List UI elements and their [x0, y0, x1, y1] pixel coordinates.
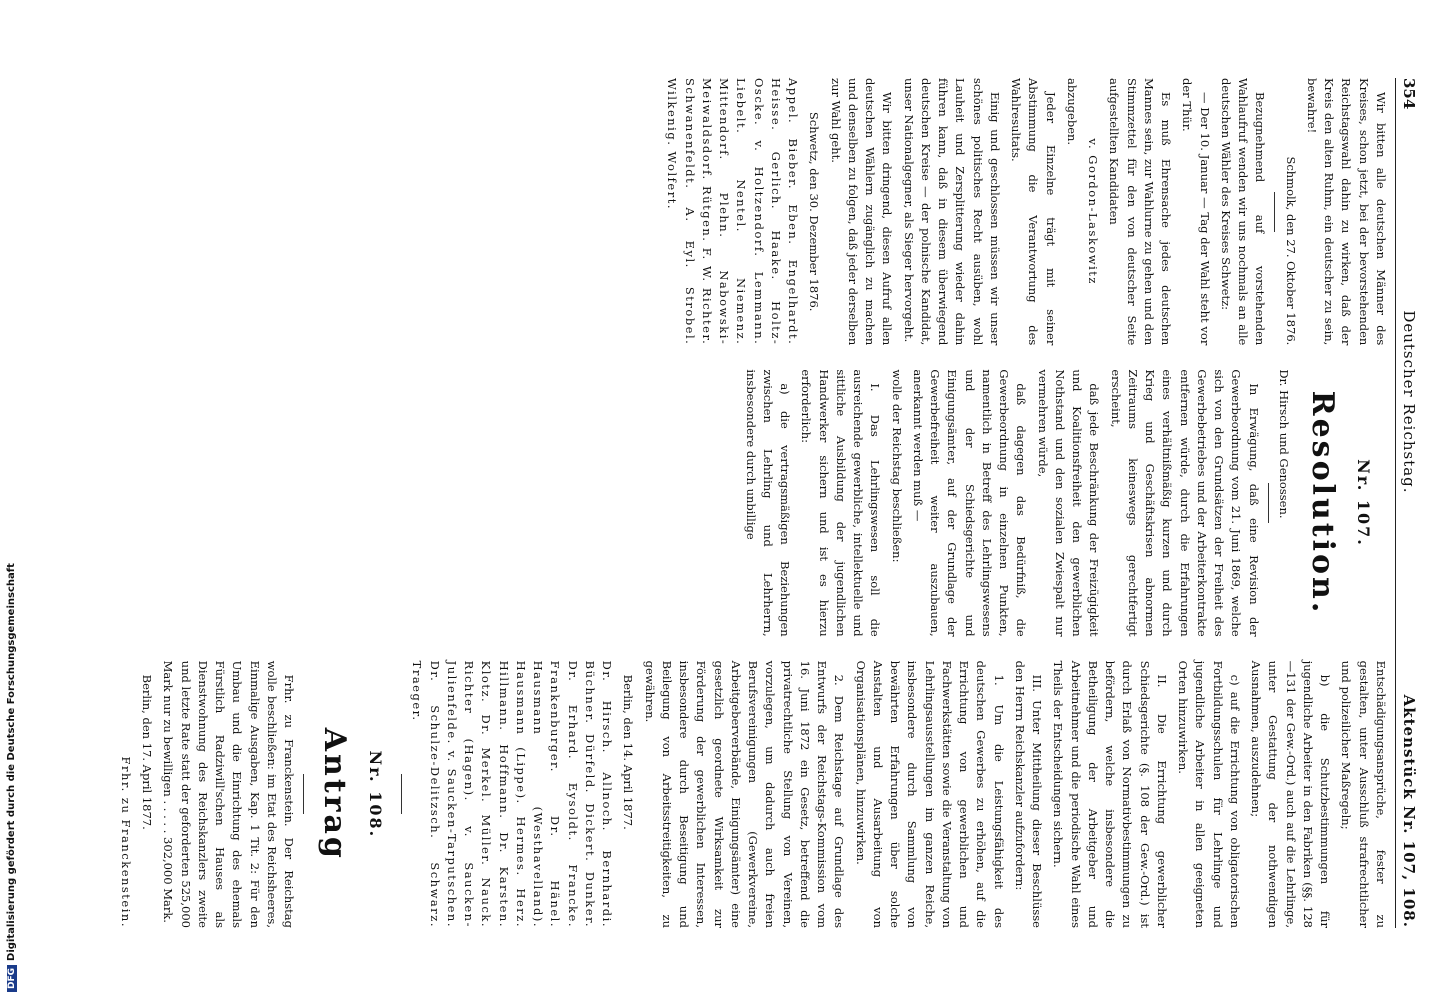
list-item: a) die vertragsmäßigen Beziehungen zwischen Lehrling und Lehrherrn, insbesondere durch unbillige: [743, 369, 793, 637]
credit-text: Digitalisierung gefördert durch die Deutsche Forschungsgemeinschaft: [6, 563, 17, 961]
paragraph: wolle der Reichstag beschließen:: [889, 369, 904, 563]
date-line: Berlin, den 14. April 1877.: [621, 674, 636, 830]
header-title: Deutscher Reichstag.: [1400, 310, 1418, 494]
paragraph: Bezugnehmend auf vorstehenden Wahlaufruf wenden wir uns nochmals an alle deutschen Wähler des Kreises Schwetz:: [1219, 78, 1268, 346]
header-right: Aktenstück Nr. 107, 108.: [1400, 694, 1418, 928]
paragraph: abzugeben.: [1065, 78, 1079, 146]
dfg-logo: DFG: [7, 965, 17, 992]
paragraph: Jeder Einzelne trägt mit seiner Abstimmung die Verantwortung des Wahlresultats.: [1009, 78, 1058, 346]
list-item: b) die Schutzbestimmungen für jugendliche Arbeiter in den Fabriken (§§. 128—131 der Gew.-Ord.) auch auf die Lehrlinge, unter Gestattung der nothwendigen Ausnahmen, auszudehnen;: [1249, 660, 1333, 928]
paragraph: Einig und geschlossen müssen wir unser schönes politisches Recht ausüben, wohl Lauheit und Zersplitterung wieder dahin führen kann, daß in diesem überwiegend deutschen Kreise — der polnische Kandidat, unser Nationalgegner, als Sieger hervorgeht.: [901, 78, 1002, 346]
right-column: [113, 661, 1389, 928]
divider: [1268, 483, 1269, 523]
document-number: Nr. 108.: [366, 750, 386, 839]
list-item: 1. Um die Leistungsfähigkeit des deutschen Gewerbes zu erhöhen, auf die Errichtung von gewerblichen und Fachwerkstätten sowie die Veranstaltung von Lehrlingsausstellungen im ganzen Reiche, insbesondere durch Sammlung von bewährten Erfahrungen über solche Anstalten und Ausarbeitung von Organisationsplänen, hinzuwirken.: [853, 660, 1006, 928]
page-number: 354: [1400, 78, 1418, 110]
list-item: II. Die Errichtung gewerblicher Schiedsgerichte (§. 108 der Gew.-Ord.) ist durch Erlaß von Normativbestimmungen zu befördern, welche insbesondere die Betheiligung der Arbeitgeber und Arbeitnehmer und die periodische Wahl eines Theils der Entscheidungen sichern.: [1051, 660, 1169, 928]
page-header: [1395, 78, 1418, 928]
paragraph: daß dagegen das Bedürfniß, die Gewerbeordnung in einzelnen Punkten, namentlich in Betreff des Lehrlingswesens und der Schiedsgerichte und Einigungsämter, auf der Grundlage der Gewerbefreiheit weiter auszubauen, anerkannt werden muß —: [911, 369, 1029, 637]
paragraph: daß jede Beschränkung der Freizügigkeit und Koalitionsfreiheit den gewerblichen Nothstand und den sozialen Zwiespalt nur vermehren würde,: [1035, 369, 1102, 637]
list-item: c) auf die Errichtung von obligatorischen Fortbildungsschulen für Lehrlinge und jugendliche Arbeiter in allen geeigneten Orten hinzuwirken.: [1176, 660, 1242, 928]
paragraph: Wir bitten dringend, diesen Aufruf allen deutschen Wählern zugänglich zu machen und denselben zu folgen, daß jeder derselben zur Wahl geht.: [828, 78, 895, 346]
middle-column: [113, 369, 1389, 636]
date-line: Schmolk, den 27. Oktober 1876.: [1283, 156, 1298, 346]
paragraph: Wir bitten alle deutschen Männer des Kreises, schon jetzt, bei der bevorstehenden Reichstagswahl dahin zu wirken, daß der Kreis den alten Ruhm, ein deutscher zu sein, bewahre!: [1305, 78, 1388, 346]
list-item: III. Unter Mittheilung dieser Beschlüsse den Herrn Reichskanzler aufzufordern:: [1013, 660, 1045, 928]
date-line: Schwetz, den 30. Dezember 1876.: [807, 111, 822, 312]
signers: Appel. Bieber. Eben. Engelhardt. Heisse. Gerlich. Haake. Holtz-Oscke. v. Holtzendorf. Lemmann. Liebelt. Nentel. Niemenz. Mittendorf. Plehn. Nabowski-Meiwaldsdorf. Rütgen. F. W. Richter. Schwanenfeldt. A. Eyl. Strobel. Wilkenig. Wolfert.: [665, 78, 801, 346]
paragraph: — Der 10. Januar — Tag der Wahl steht vor der Thür.: [1180, 78, 1212, 346]
candidate-name: v. Gordon-Laskowitz: [1086, 138, 1101, 285]
authors: Dr. Hirsch und Genossen.: [1277, 369, 1291, 519]
paragraph: Frhr. zu Franckenstein. Der Reichstag wolle beschließen: im Etat des Reichsheeres, Einmalige Ausgaben, Kap. 1 Tit. 2: Für den Umbau und die Einrichtung des ehemals Fürstlich Radziwill'schen Hauses als Dienstwohnung des Reichskanzlers zweite und letzte Rate statt der geforderten 525,000 Mark nur zu bewilligen . . . . . 302,000 Mark.: [161, 660, 297, 928]
document-title: Resolution.: [1305, 390, 1340, 616]
document-title: Antrag: [317, 727, 353, 861]
sidebar-credit: [6, 563, 17, 992]
paragraph: In Erwägung, daß eine Revision der Gewerbeordnung vom 21. Juni 1869, welche sich von den Grundsätzen der Freiheit des Gewerbebetriebes und der Arbeiterkontrakte entfernen würde, durch die Erfahrungen eines verhältnißmäßig kurzen und durch Krieg und Geschäftskrisen abnormen Zeitraums keineswegs gerechtfertigt erscheint,: [1108, 369, 1261, 637]
divider: [401, 774, 402, 814]
list-item: 2. Dem Reichstage auf Grundlage des Entwurfs der Reichstags-Kommission vom 16. Juni 1872 ein Gesetz, betreffend die privatrechtliche Stellung von Vereinen, vorzulegen, um dadurch auch freien Berufsvereinigungen (Gewerkvereine, Arbeitgeberverbände, Einigungsämter) eine gesetzlich geordnete Wirksamkeit zur Förderung der gewerblichen Interessen, insbesondere durch Beseitigung und Beilegung von Arbeitsstreitigkeiten, zu gewähren.: [642, 660, 847, 928]
signature: Frhr. zu Franckenstein.: [119, 756, 133, 928]
date-line: Berlin, den 17. April 1877.: [140, 674, 155, 830]
document-number: Nr. 107.: [1354, 459, 1373, 547]
signers: Dr. Hirsch. Allnoch. Bernhardi. Büchner. Dürfeld. Dickert. Dunker. Dr. Erhard. Eysoldt. Francke. Frankenburger. Dr. Hänel. Hausmann (Westhavelland). Hausmann (Lippe). Hermes. Herz. Hillmann. Hoffmann. Dr. Karsten. Klotz. Dr. Merkel. Müller. Nauck. Richter (Hagen). v. Saucken-Julienfelde. v. Saucken-Tarputschen. Dr. Schulze-Delitzsch. Schwarz. Traeger.: [410, 660, 615, 928]
paragraph: Es muß Ehrensache jedes deutschen Mannes sein, zur Wahlurne zu gehen und den Stimmzettel für den von deutscher Seite aufgestellten Kandidaten: [1107, 78, 1174, 346]
paragraph: Entschädigungsansprüche, fester zu gestalten, unter Ausschluß strafrechtlicher und polizeilicher Maßregeln;: [1339, 660, 1388, 928]
divider: [1275, 192, 1276, 232]
list-item: I. Das Lehrlingswesen soll die ausreichende gewerbliche, intellektuelle und sittliche Ausbildung der jugendlichen Handwerker sichern und ist es hierzu erforderlich:: [799, 369, 883, 637]
left-column: [113, 78, 1389, 345]
divider: [303, 774, 304, 814]
